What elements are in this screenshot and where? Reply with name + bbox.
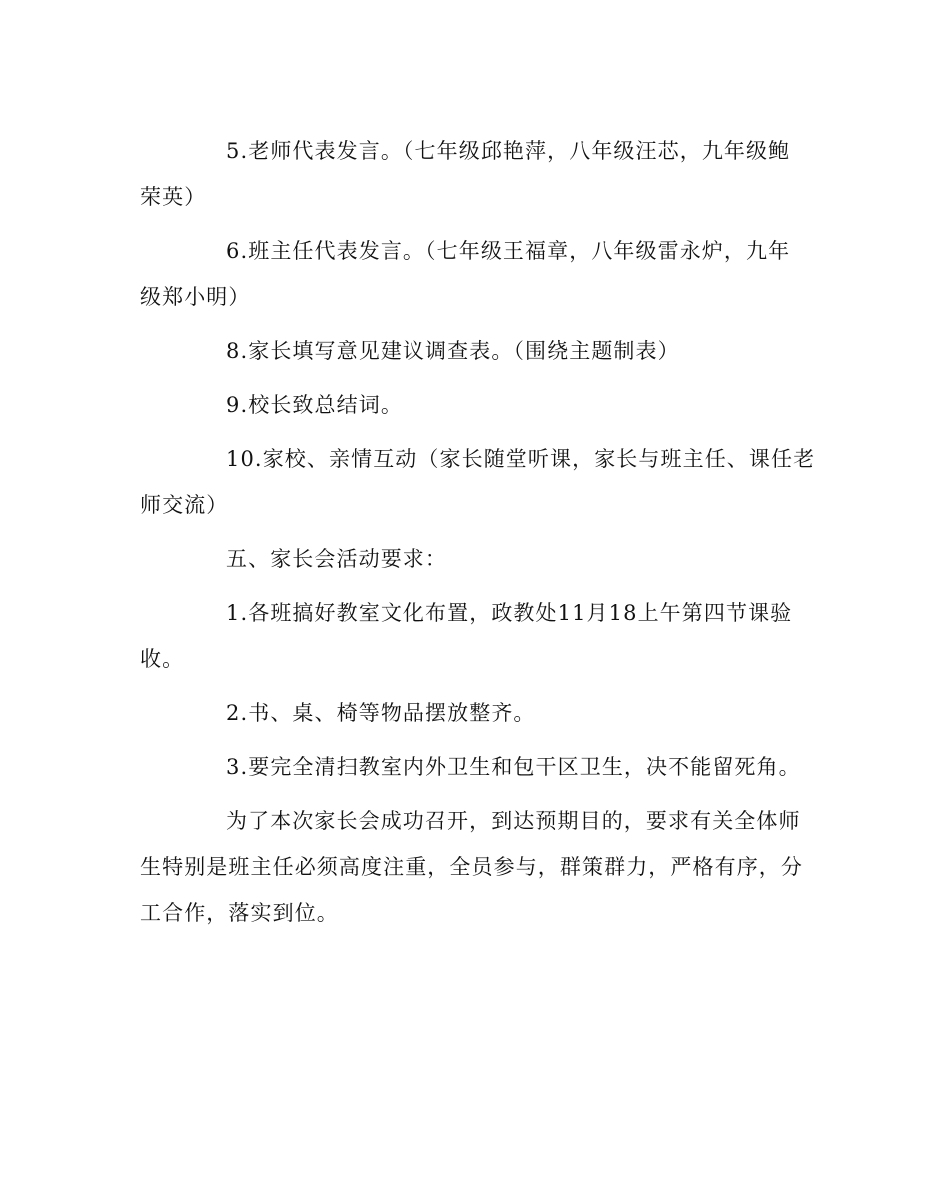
document-page xyxy=(140,128,816,944)
paragraph-req-3 xyxy=(140,744,810,790)
text-line: 生特别是班主任必须高度注重，全员参与，群策群力，严格有序，分 xyxy=(140,855,803,879)
text-line: 3.要完全清扫教室内外卫生和包干区卫生，决不能留死角。 xyxy=(226,755,801,779)
text-line: 收。 xyxy=(140,647,185,671)
text-line: 为了本次家长会成功召开，到达预期目的，要求有关全体师 xyxy=(226,809,801,833)
paragraph-item-5 xyxy=(140,128,810,220)
paragraph-item-6 xyxy=(140,228,810,320)
text-line: 荣英） xyxy=(140,185,207,209)
text-line: 五、家长会活动要求： xyxy=(226,547,447,571)
paragraph-closing xyxy=(140,798,810,936)
text-line: 5.老师代表发言。（七年级邱艳萍，八年级汪芯，九年级鲍 xyxy=(226,139,791,163)
text-line: 工合作，落实到位。 xyxy=(140,901,339,925)
paragraph-item-8 xyxy=(140,328,810,374)
text-line: 师交流） xyxy=(140,493,229,517)
text-line: 8.家长填写意见建议调查表。（围绕主题制表） xyxy=(226,339,680,363)
text-line: 1.各班搞好教室文化布置，政教处11月18上午第四节课验 xyxy=(226,601,793,625)
text-line: 2.书、桌、椅等物品摆放整齐。 xyxy=(226,701,536,725)
text-line: 级郑小明） xyxy=(140,285,251,309)
text-line: 6.班主任代表发言。（七年级王福章，八年级雷永炉，九年 xyxy=(226,239,791,263)
paragraph-item-9 xyxy=(140,382,810,428)
paragraph-req-2 xyxy=(140,690,810,736)
text-line: 9.校长致总结词。 xyxy=(226,393,403,417)
text-line: 10.家校、亲情互动（家长随堂听课，家长与班主任、课任老 xyxy=(226,447,816,471)
paragraph-item-10 xyxy=(140,436,816,528)
paragraph-req-1 xyxy=(140,590,810,682)
section-heading xyxy=(140,536,810,582)
